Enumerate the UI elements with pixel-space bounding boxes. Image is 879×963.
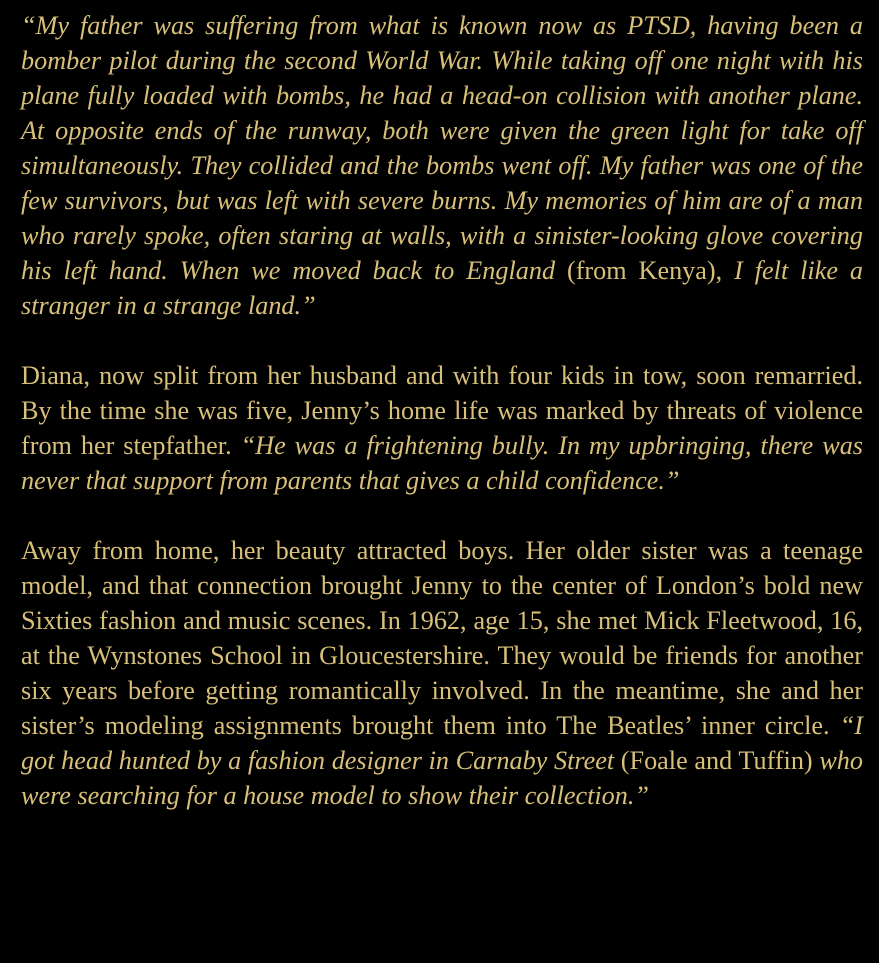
body-text: Away from home, her beauty attracted boys. Her older sister was a teenage model, and that connection brought Jenny to the center of London’s bold new Sixties fashion and music scenes. In 1962, age 15, she met Mick Fleetwood, 16, at the Wynstones School in Gloucestershire. They would be friends for another six years before getting romantically involved. In the meantime, she and her sister’s modeling assignments brought them into The Beatles’ inner circle. <box>21 536 863 740</box>
quote-text: who were searching for a house model to show their collection.” <box>21 746 863 810</box>
quote-text: I felt like a stranger in a strange land.” <box>21 256 863 320</box>
paragraph-father-quote <box>21 8 863 323</box>
paragraph-diana-remarried <box>21 358 863 498</box>
body-text: Diana, now split from her husband and with four kids in tow, soon remarried. By the time she was five, Jenny’s home life was marked by threats of violence from her stepfather. <box>21 361 863 460</box>
quote-text: “My father was suffering from what is known now as PTSD, having been a bomber pilot during the second World War. While taking off one night with his plane fully loaded with bombs, he had a head-on collision with another plane. At opposite ends of the runway, both were given the green light for take off simultaneously. They collided and the bombs went off. My father was one of the few survivors, but was left with severe burns. My memories of him are of a man who rarely spoke, often staring at walls, with a sinister-looking glove covering his left hand. When we moved back to England <box>21 11 863 285</box>
quote-text: “I got head hunted by a fashion designer in Carnaby Street <box>21 711 863 775</box>
body-text: (from Kenya), <box>555 256 735 285</box>
paragraph-away-from-home <box>21 533 863 813</box>
body-text: (Foale and Tuffin) <box>614 746 820 775</box>
quote-text: “He was a frightening bully. In my upbringing, there was never that support from parents that gives a child confidence.” <box>21 431 863 495</box>
